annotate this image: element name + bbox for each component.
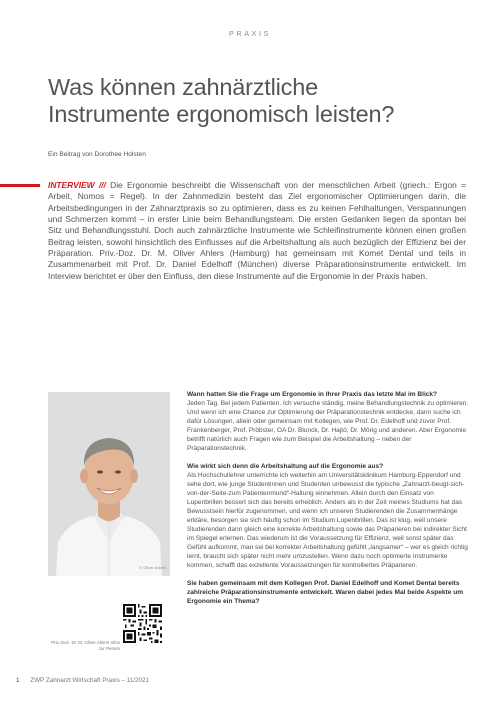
portrait-photo — [48, 392, 170, 576]
accent-bar — [0, 184, 40, 187]
section-label: PRAXIS — [229, 29, 271, 38]
answer-2: Als Hochschullehrer unterrichte ich weiterhin am Universitätsklinikum Hamburg-Eppendorf und sehe dort, wie junge Studentinnen und Studenten unbewusst die typische „Zahnarzt-beugt-sich-von-der-Seite-zum Patientenmund“-Haltung einnehmen. Allein durch den Einsatz von Lupenbrillen bessert sich das bereits erheblich. Anders als in der Zeit meines Studiums hat das Bewusstsein hierfür zugenommen, und wenn ich unseren Studierenden die Zusammenhänge erkläre, besorgen sie sich häufig schon im Studium Lupenbrillen. Das ist klug, weil unsere Studierenden dann gleich eine korrekte Arbeitshaltung sowie das Präparieren bei indirekter Sicht im Spiegel erlernen. Das wiederum ist die Voraussetzung für Effizienz, weil sonst später das Gefühl aufkommt, man sei bei korrekter Arbeitshaltung gefühlt „langsamer“ – wer es gleich richtig lernt, braucht sich später nicht mehr umzustellen. Wenn dazu noch optimierte Instrumente kommen, schafft das exzellente Voraussetzungen für kontrolliertes Präparieren. — [187, 472, 468, 570]
page-footer — [16, 677, 149, 684]
question-2: Wie wirkt sich denn die Arbeitshaltung auf die Ergonomie aus? — [187, 463, 384, 471]
title-line-1: Was können zahnärztliche — [48, 74, 318, 100]
photo-credit: © Oliver Ahlers — [139, 565, 166, 570]
intro-lead: INTERVIEW /// — [48, 180, 106, 190]
intro-text: Die Ergonomie beschreibt die Wissenschaft von der menschlichen Arbeit (griech.: Ergon = Arbeit, Nomos = Regel). In der Zahnmedizin besteht das Ziel ergonomischer Optimierungen darin, die Arbeitsbedingungen in der Zahnarztpraxis so zu optimieren, dass es zu keinen Fehlhaltungen, Verspannungen und Schmerzen kommt – in erster Linie beim Behandlungsteam. Die ersten Gedanken liegen da spontan bei Sitz und Behandlungsstuhl. Doch auch zahnärztliche Instrumente wie Schleifinstrumente können einen großen Beitrag leisten, sowohl hinsichtlich des Einflusses auf die Arbeitshaltung als auch bezüglich der Effizienz bei der Präparation. Priv.-Doz. Dr. M. Oliver Ahlers (Hamburg) hat gemeinsam mit Komet Dental und teils in Zusammenarbeit mit Prof. Dr. Daniel Edelhoff (München) diverse Präparationsinstrumente entwickelt. Im Interview berichtet er über den Einfluss, den diese Instrumente auf die Ergonomie in der Praxis haben. — [48, 180, 466, 281]
page-number: 1 — [16, 677, 20, 684]
qr-code-icon[interactable] — [123, 604, 162, 643]
publication-name: ZWP Zahnarzt Wirtschaft Praxis – 11/2021 — [30, 677, 150, 684]
answer-1: Jeden Tag. Bei jedem Patienten. Ich versuche ständig, meine Behandlungstechnik zu optimieren. Und wenn ich eine Chance zur Optimierung der Präparationstechnik entdecke, dann suche ich dafür Lösungen, allein oder gemeinsam mit Kollegen, wie Prof. Dr. Edelhoff und zuvor Prof. Frankenberger, Prof. Pröbster, OA Dr. Blunck, Dr. Hajtó, Dr. Mörig und anderen. Aber Ergonomie betrifft natürlich auch Fragen wie zum Beispiel die Arbeitshaltung – neben der Präparationstechnik. — [187, 400, 469, 453]
intro-paragraph — [48, 180, 466, 282]
portrait-illustration — [48, 392, 170, 576]
question-3: Sie haben gemeinsam mit dem Kollegen Prof. Daniel Edelhoff und Komet Dental bereits zahlreiche Präparationsinstrumente entwickelt. Waren dabei jedes Mal beide Aspekte um Ergonomie ein Thema? — [187, 580, 464, 606]
byline: Ein Beitrag von Dorothee Holsten — [48, 151, 146, 158]
title-line-2: Instrumente ergonomisch leisten? — [48, 101, 395, 127]
question-1: Wann hatten Sie die Frage um Ergonomie in Ihrer Praxis das letzte Mal im Blick? — [187, 391, 438, 398]
qr-caption: Priv.-Doz. Dr. M. Oliver Ahlers Infos zur Person — [51, 640, 120, 651]
interview-column — [187, 390, 469, 606]
article-title — [48, 74, 488, 128]
